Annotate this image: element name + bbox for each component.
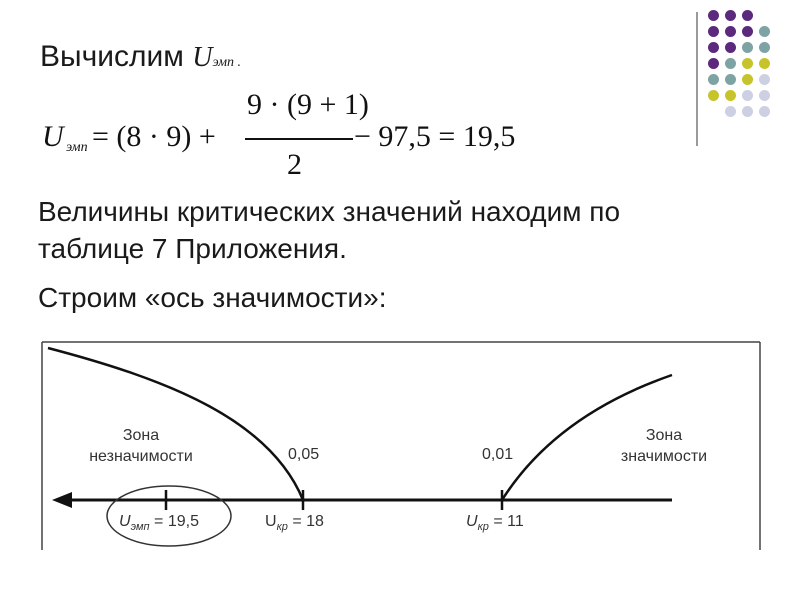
p-value-001: 0,01 bbox=[482, 446, 514, 463]
text-line-3: Строим «ось значимости»: bbox=[38, 282, 387, 313]
title-variable: U bbox=[192, 42, 213, 73]
text-line-1: Величины критических значений находим по bbox=[38, 196, 621, 227]
formula-part2: − 97,5 = 19,5 bbox=[354, 120, 516, 153]
title-text: Вычислим bbox=[40, 40, 184, 73]
title-variable-subscript: эмп . bbox=[212, 55, 242, 70]
text-line-2: таблице 7 Приложения. bbox=[38, 233, 347, 264]
emp-value: = 19,5 bbox=[154, 513, 199, 530]
axis-arrowhead bbox=[52, 492, 72, 508]
cr-label-11 bbox=[466, 513, 524, 531]
cr-label-18 bbox=[265, 513, 324, 531]
zone-left-label-1: Зона bbox=[122, 427, 160, 444]
formula-part1: = (8 · 9) + bbox=[92, 120, 216, 153]
p-value-005: 0,05 bbox=[288, 446, 320, 463]
formula-numerator: 9 · (9 + 1) bbox=[247, 88, 369, 121]
cr2-value: = 11 bbox=[493, 513, 524, 530]
cr2-variable: U bbox=[466, 513, 478, 530]
cr1-subscript: кр bbox=[276, 521, 288, 533]
formula-lhs-subscript: эмп bbox=[66, 140, 88, 155]
emp-variable: U bbox=[119, 513, 131, 530]
cr2-subscript: кр bbox=[477, 521, 489, 533]
emp-label bbox=[119, 513, 199, 531]
curve-left bbox=[48, 348, 303, 500]
zone-right-label-2: значимости bbox=[620, 448, 708, 465]
zone-left-label-2: незначимости bbox=[89, 448, 193, 465]
formula-denominator: 2 bbox=[287, 148, 302, 181]
zone-right-label-1: Зона bbox=[645, 427, 683, 444]
cr1-variable: U bbox=[265, 513, 277, 530]
emp-subscript: эмп bbox=[130, 521, 150, 533]
cr1-value: = 18 bbox=[292, 513, 324, 530]
formula-lhs-variable: U bbox=[42, 120, 64, 153]
